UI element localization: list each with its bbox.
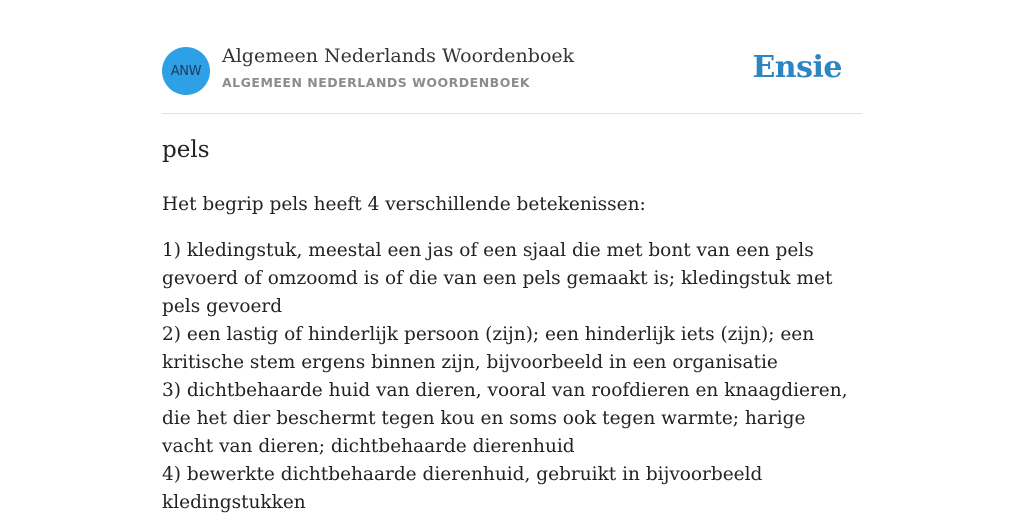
meaning-item: 2) een lastig of hinderlijk persoon (zijn); een hinderlijk iets (zijn); een kritische stem ergens binnen zijn, bijvoorbeeld in een organisatie [162, 324, 815, 373]
meanings-list [162, 237, 862, 517]
source-subtitle: ALGEMEEN NEDERLANDS WOORDENBOEK [222, 75, 531, 90]
meaning-item: 4) bewerkte dichtbehaarde dierenhuid, gebruikt in bijvoorbeeld kledingstukken [162, 464, 763, 513]
entry-word: pels [162, 137, 210, 163]
meaning-item: 3) dichtbehaarde huid van dieren, vooral van roofdieren en knaagdieren, die het dier beschermt tegen kou en soms ook tegen warmte; harige vacht van dieren; dichtbehaarde dierenhuid [162, 380, 848, 457]
header [162, 0, 862, 114]
source-title[interactable]: Algemeen Nederlands Woordenboek [222, 45, 575, 67]
entry-intro: Het begrip pels heeft 4 verschillende betekenissen: [162, 194, 646, 215]
anw-logo[interactable] [162, 47, 210, 95]
logo-text: ANW [170, 63, 202, 79]
page-container [162, 0, 862, 513]
meaning-item: 1) kledingstuk, meestal een jas of een sjaal die met bont van een pels gevoerd of omzoomd is of die van een pels gemaakt is; kledingstuk met pels gevoerd [162, 240, 833, 317]
ensie-brand-logo[interactable]: Ensie [752, 50, 842, 85]
